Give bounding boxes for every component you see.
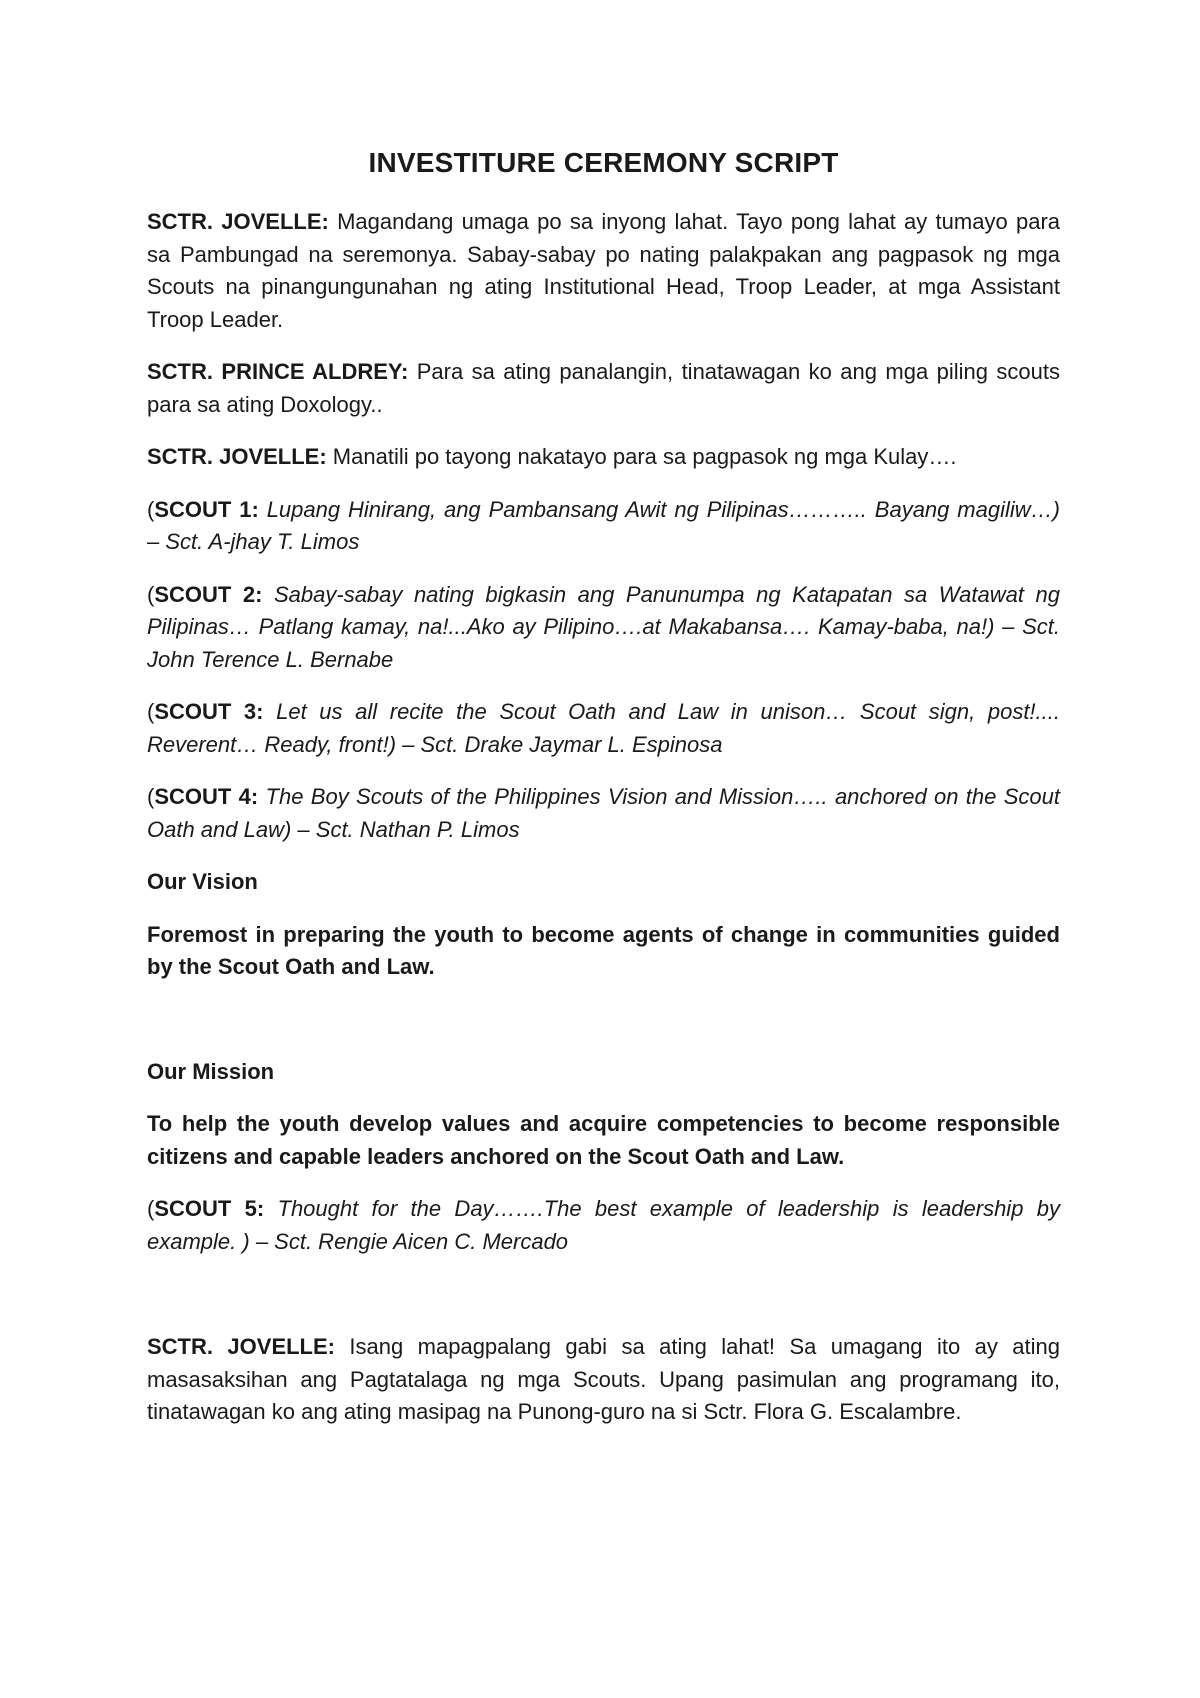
spacer — [147, 1278, 1060, 1331]
dialogue-text: Let us all recite the Scout Oath and Law in unison… Scout sign, post!.... Reverent… Ready, front!) – Sct. Drake Jaymar L. Espinosa — [147, 699, 1060, 757]
speaker-label: SCTR. JOVELLE: — [147, 444, 327, 469]
dialogue-text: Lupang Hinirang, ang Pambansang Awit ng Pilipinas……….. Bayang magiliw…) – Sct. A-jhay T. Limos — [147, 496, 1060, 554]
open-paren: ( — [147, 1196, 155, 1221]
vision-heading: Our Vision — [147, 869, 258, 894]
mission-statement: To help the youth develop values and acquire competencies to become responsible citizens and capable leaders anchored on the Scout Oath and Law. — [147, 1111, 1060, 1169]
dialogue-text: The Boy Scouts of the Philippines Vision and Mission….. anchored on the Scout Oath and Law) – Sct. Nathan P. Limos — [147, 784, 1060, 842]
script-paragraph-scout-1 — [147, 494, 1060, 559]
speaker-label: SCOUT 5: — [154, 1196, 265, 1221]
speaker-label: SCOUT 1: — [154, 496, 259, 522]
speaker-label: SCTR. PRINCE ALDREY: — [147, 359, 409, 384]
dialogue-text: Para sa ating panalangin, tinatawagan ko ang mga piling scouts para sa ating Doxology.. — [147, 359, 1060, 417]
open-paren: ( — [147, 496, 155, 522]
dialogue-text: Sabay-sabay nating bigkasin ang Panunumpa ng Katapatan sa Watawat ng Pilipinas… Patlang kamay, na!...Ako ay Pilipino….at Makabansa…. Kamay-baba, na!) – Sct. John Terence L. Bernabe — [147, 581, 1060, 672]
dialogue-text: Manatili po tayong nakatayo para sa pagpasok ng mga Kulay…. — [326, 444, 957, 469]
dialogue-text: Magandang umaga po sa inyong lahat. Tayo pong lahat ay tumayo para sa Pambungad na seremonya. Sabay-sabay po nating palakpakan ang pagpasok ng mga Scouts na pinangungunahan ng ating Institutional Head, Troop Leader, at mga Assistant Troop Leader. — [147, 209, 1061, 332]
vision-statement: Foremost in preparing the youth to become agents of change in communities guided by the Scout Oath and Law. — [147, 921, 1060, 979]
dialogue-text: Thought for the Day…….The best example of leadership is leadership by example. ) – Sct. Rengie Aicen C. Mercado — [147, 1196, 1060, 1254]
open-paren: ( — [147, 784, 155, 809]
document-title: INVESTITURE CEREMONY SCRIPT — [368, 147, 839, 178]
dialogue-text: Isang mapagpalang gabi sa ating lahat! Sa umagang ito ay ating masasaksihan ang Pagtatalaga ng mga Scouts. Upang pasimulan ang programang ito, tinatawagan ko ang ating masipag na Punong-guro na si Sctr. Flora G. Escalambre. — [147, 1334, 1060, 1424]
speaker-label: SCTR. JOVELLE: — [147, 209, 329, 234]
script-paragraph-scout-2 — [147, 579, 1060, 677]
open-paren: ( — [147, 581, 155, 607]
script-paragraph-jovelle-closing — [147, 1331, 1060, 1429]
script-paragraph-jovelle-opening — [147, 206, 1060, 336]
script-paragraph-scout-4 — [147, 781, 1060, 846]
speaker-label: SCOUT 4: — [154, 784, 259, 809]
document-page — [147, 146, 1060, 1449]
speaker-label: SCOUT 2: — [154, 581, 263, 607]
script-paragraph-prince-aldrey — [147, 356, 1060, 421]
speaker-label: SCOUT 3: — [154, 699, 264, 724]
script-paragraph-scout-3 — [147, 696, 1060, 761]
speaker-label: SCTR. JOVELLE: — [147, 1334, 335, 1359]
script-paragraph-jovelle-colors — [147, 441, 1060, 474]
script-paragraph-scout-5 — [147, 1193, 1060, 1258]
spacer — [147, 1004, 1060, 1056]
open-paren: ( — [147, 699, 155, 724]
mission-heading: Our Mission — [147, 1058, 275, 1084]
